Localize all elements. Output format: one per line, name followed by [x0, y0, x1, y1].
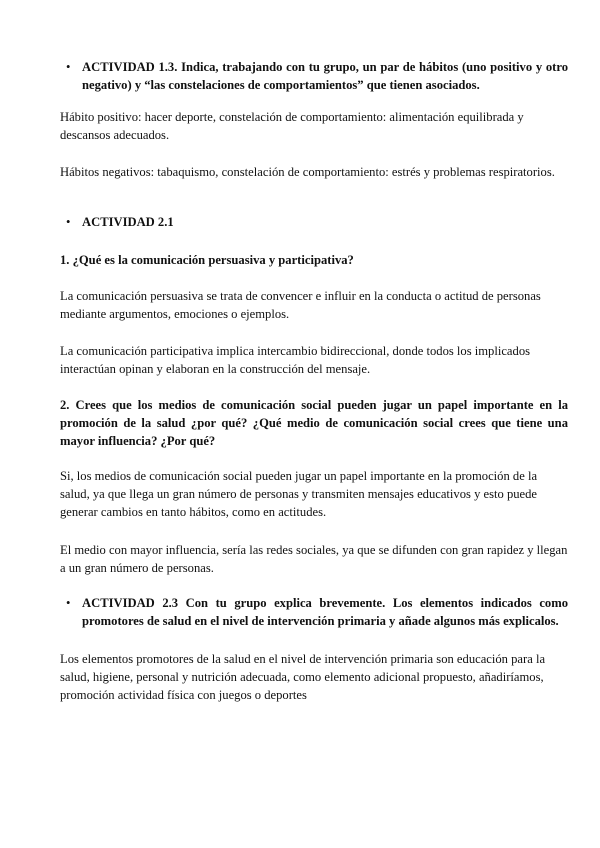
negative-habit-answer: Hábitos negativos: tabaquismo, constelación de comportamiento: estrés y problemas respiratorios. [60, 165, 555, 179]
question-2: 2. Crees que los medios de comunicación social pueden jugar un papel importante en la promoción de la salud ¿por qué? ¿Qué medio de comunicación social crees que tiene una mayor influencia? ¿Por qué? [60, 398, 568, 448]
positive-habit-answer: Hábito positivo: hacer deporte, constelación de comportamiento: alimentación equilibrada y descansos adecuados. [60, 110, 524, 142]
question-1: 1. ¿Qué es la comunicación persuasiva y participativa? [60, 253, 354, 267]
answer-promoters: Los elementos promotores de la salud en el nivel de intervención primaria son educación para la salud, higiene, personal y nutrición adecuada, como elemento adicional propuesto, añadiríamos, promoción actividad física con juegos o deportes [60, 652, 546, 702]
actividad-1-3-text: ACTIVIDAD 1.3. Indica, trabajando con tu grupo, un par de hábitos (uno positivo y otro negativo) y “las constelaciones de comportamientos” que tienen asociados. [82, 60, 568, 92]
answer-participative: La comunicación participativa implica intercambio bidireccional, donde todos los implicados interactúan opinan y elaboran en la construcción del mensaje. [60, 344, 531, 376]
actividad-1-3-prompt [60, 58, 568, 94]
actividad-2-3-text: ACTIVIDAD 2.3 Con tu grupo explica brevemente. Los elementos indicados como promotores de salud en el nivel de intervención primaria y añade algunos más explicalos. [82, 596, 568, 628]
actividad-2-1-text: ACTIVIDAD 2.1 [82, 215, 174, 229]
actividad-2-1-heading [60, 213, 568, 231]
answer-media-influence: El medio con mayor influencia, sería las redes sociales, ya que se difunden con gran rapidez y llegan a un gran número de personas. [60, 543, 568, 575]
bullet-dot: • [66, 596, 71, 610]
bullet-dot: • [66, 215, 71, 229]
answer-persuasive: La comunicación persuasiva se trata de convencer e influir en la conducta o actitud de personas mediante argumentos, emociones o ejemplos. [60, 289, 541, 321]
actividad-2-3-prompt [60, 594, 568, 630]
bullet-dot: • [66, 60, 71, 74]
answer-media-role: Si, los medios de comunicación social pueden jugar un papel importante en la promoción de la salud, ya que llega un gran número de personas y transmiten mensajes educativos y esto puede generar cambios en tanto hábitos, como en actitudes. [60, 469, 538, 519]
